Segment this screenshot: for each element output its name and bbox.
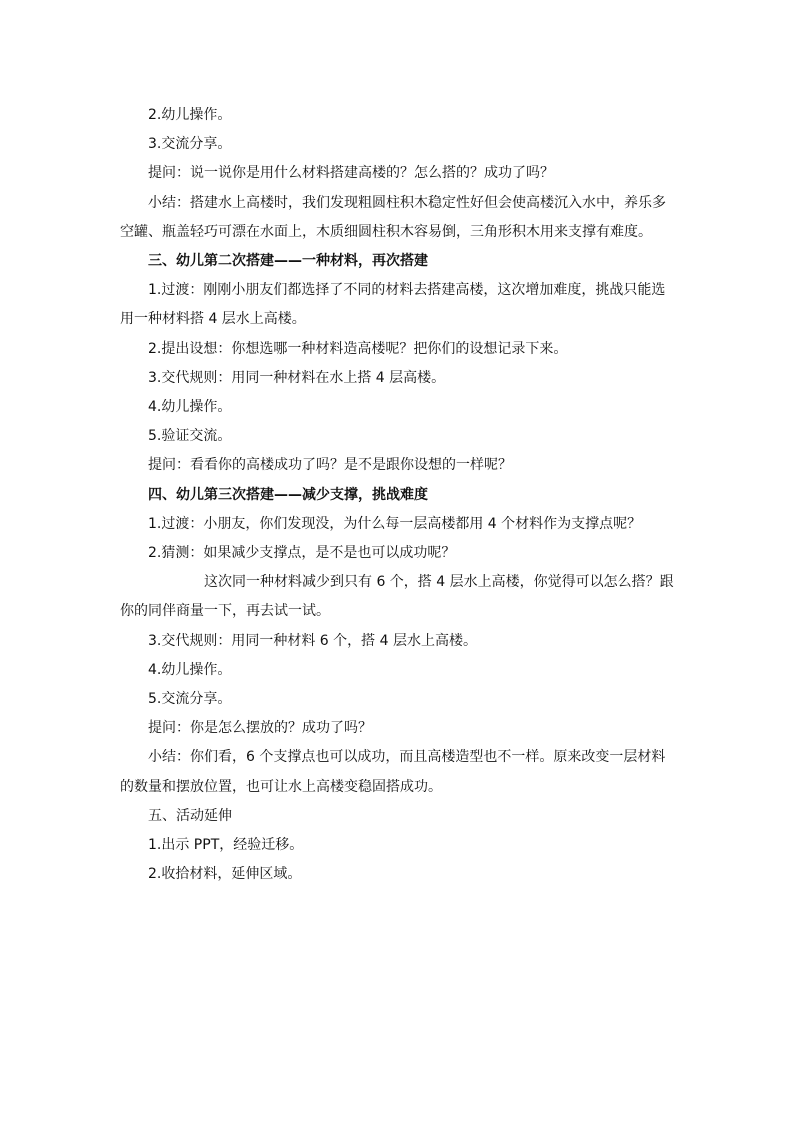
paragraph: 2.收拾材料，延伸区域。 <box>148 866 302 883</box>
paragraph: 2.提出设想：你想选哪一种材料造高楼呢？把你们的设想记录下来。 <box>148 340 568 357</box>
document-body <box>120 101 676 889</box>
paragraph: 提问：说一说你是用什么材料搭建高楼的？怎么搭的？成功了吗？ <box>148 165 554 182</box>
section-heading: 四、幼儿第三次搭建——减少支撑，挑战难度 <box>148 486 428 503</box>
paragraph: 5.验证交流。 <box>148 428 232 445</box>
paragraph: 4.幼儿操作。 <box>148 399 232 416</box>
paragraph: 提问：看看你的高楼成功了吗？是不是跟你设想的一样呢？ <box>148 457 512 474</box>
paragraph: 这次同一种材料减少到只有 6 个，搭 4 层水上高楼，你觉得可以怎么搭？跟你的同伴商量一下，再去试一试。 <box>120 574 674 620</box>
paragraph: 小结：搭建水上高楼时，我们发现粗圆柱积木稳定性好但会使高楼沉入水中，养乐多空罐、瓶盖轻巧可漂在水面上，木质细圆柱积木容易倒，三角形积木用来支撑有难度。 <box>120 194 666 240</box>
paragraph: 5.交流分享。 <box>148 691 232 708</box>
section-heading: 三、幼儿第二次搭建——一种材料，再次搭建 <box>148 253 428 270</box>
paragraph: 1.过渡：小朋友，你们发现没，为什么每一层高楼都用 4 个材料作为支撑点呢？ <box>148 515 642 532</box>
paragraph: 3.交流分享。 <box>148 136 232 153</box>
section-heading: 五、活动延伸 <box>148 807 232 824</box>
paragraph: 2.幼儿操作。 <box>148 107 232 123</box>
paragraph: 2.猜测：如果减少支撑点，是不是也可以成功呢？ <box>148 545 456 562</box>
paragraph: 3.交代规则：用同一种材料在水上搭 4 层高楼。 <box>148 369 446 386</box>
paragraph: 3.交代规则：用同一种材料 6 个，搭 4 层水上高楼。 <box>148 632 477 649</box>
paragraph: 1.过渡：刚刚小朋友们都选择了不同的材料去搭建高楼，这次增加难度，挑战只能选用一种材料搭 4 层水上高楼。 <box>120 282 666 328</box>
paragraph: 小结：你们看，6 个支撑点也可以成功，而且高楼造型也不一样。原来改变一层材料的数量和摆放位置，也可让水上高楼变稳固搭成功。 <box>120 749 666 795</box>
paragraph: 1.出示 PPT，经验迁移。 <box>148 837 304 854</box>
paragraph: 提问：你是怎么摆放的？成功了吗？ <box>148 720 372 737</box>
paragraph: 4.幼儿操作。 <box>148 661 232 678</box>
